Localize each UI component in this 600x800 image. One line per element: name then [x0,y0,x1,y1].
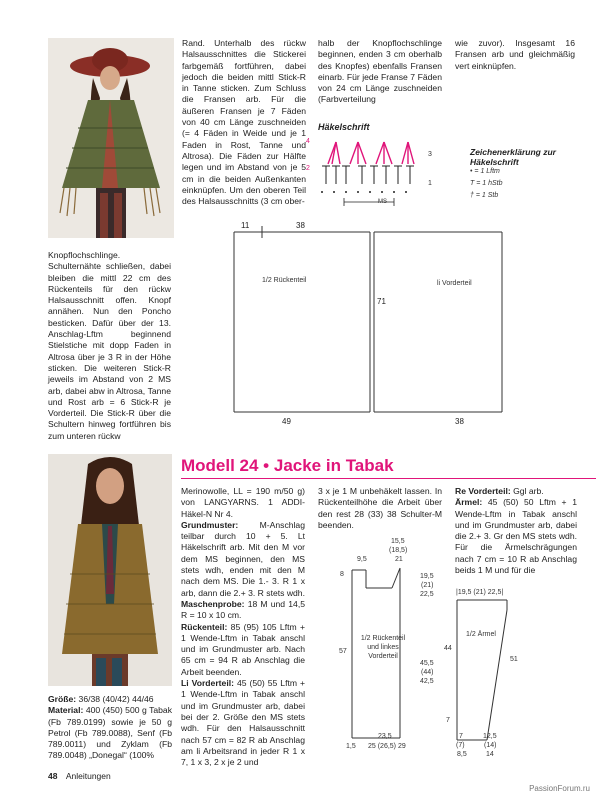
grund-text: M-Anschlag teilbar durch 10 + 5. Lt Häkelschrift arb. Mit den M vor dem MS beginnen, den MS stets wdh, enden mit den M nach dem MS. Die 1.- 3. R 1 x arb, dann die 2.+ 3. R stets wdh. [181,519,305,598]
jd-bot-c: 25 (26,5) 29 [368,743,406,750]
legend-item-stb [470,192,498,199]
size-label: Größe: [48,694,77,704]
jacket-photo-illustration [48,454,172,686]
chart-ms-label: MS [378,199,387,205]
livord-text: 45 (50) 55 Lftm + 1 Wende-Lftm in Tabak anschl und im Grundmuster arb, dabei bei der 2. Größe den MS stets wdh. Für den Halsausschnitt nach 57 cm = 82 R ab Anschlag am li Arbeitsrand in jeder R 1 x 7, 1 x 3, 2 x je 2 und [181,678,305,768]
jd-right-f: 42,5 [420,678,434,685]
material-text: 400 (450) 500 g Tabak (Fb 789.0199) sowie je 50 g Petrol (Fb 789.0088), Senf (Fb 789.0011) und Zyklam (Fb 789.0048) „Donegal“ (100% [48,705,172,761]
jd-right-c: 22,5 [420,591,434,598]
jacket-photo [48,454,172,686]
jd-bot-a: 23,5 [378,733,392,740]
jd-top-a: 15,5 [391,538,405,545]
top-text-col2: halb der Knopflochschlinge beginnen, enden 3 cm oberhalb des Knopfes) ebenfalls Fransen einarb. Für jede Franse 7 Fäden von 24 cm Länge zuschneiden (Farbverteilung [318,38,442,105]
jacket-col2: 3 x je 1 M unbehäkelt lassen. In Rückenteilhöhe die Arbeit über den rest 28 (33) 38 Schulter-M beenden. [318,486,442,530]
page-footer [48,771,111,781]
chart-row-2: 2 [306,165,310,172]
poncho-schematic [222,220,522,430]
legend-lftm-text: = 1 Lftm [474,168,500,175]
sd-bot-a: 7 [459,733,463,740]
jd-label: 1/2 Rückenteil und linkes Vorderteil [360,635,406,660]
grund-label: Grundmuster: [181,519,239,530]
jd-top-c: 21 [395,556,403,563]
livord-label: Li Vorderteil: [181,678,234,689]
watermark: PassionForum.ru [529,784,590,793]
aermel-text: 45 (50) 50 Lftm + 1 Wende-Lftm in Tabak anschl und im Grundmuster arb, dabei die 2.+ 3. Gr den MS stets wdh. Für die Ärmelschrägungen nach 7 cm = 10 R ab Anschlag beids 1 M und für die [455,497,577,576]
aermel-label: Ärmel: [455,497,483,508]
maschen-label: Maschenprobe: [181,598,245,609]
rueck-label: Rückenteil: [181,621,228,632]
jacket-col3 [455,486,577,576]
top-text-col3: wie zuvor). Insgesamt 16 Fransen arb und gleichmäßig vert einknüpfen. [455,38,575,71]
legend-title: Zeichenerklärung zur Häkelschrift [470,147,556,167]
sleeve-schematic [455,590,525,750]
legend-stb-text: = 1 Stb [475,192,499,199]
maschen-text: 18 M und 14,5 R = 10 x 10 cm. [181,598,305,621]
title-underline [181,478,596,479]
top-text-col1: Rand. Unterhalb des rückw Halsausschnittes die Stickerei farbgemäß fortführen, dabei jedoch die beiden mittl Stick-R in Tanne sticken. Zum Schluss die Fransen arb. Für die äußeren Fransen je 7 Fäden von 40 cm Länge zuschneiden (= 4 Fäden in Weide und je 1 Faden in Rost, Tanne und Altrosa). Die Fäden zur Hälfte legen und im Abstand von je 5 cm in die beiden Außenkanten einknüpfen. Um den oberen Teil des Halsausschnitts (3 cm ober- [182,38,306,207]
poncho-bottom-right: 38 [455,417,464,426]
sd-bot-e: (14) [484,742,497,749]
hstb-icon: T [470,180,475,187]
sd-bot-f: 14 [486,751,494,758]
jacket-col1 [181,486,305,768]
jd-right-e: (44) [421,669,434,676]
legend-item-hstb [470,180,503,187]
left-text-col: Knopflochschlinge. Schulternähte schließen, dabei bleiben die mittl 22 cm des Rückenteils für den rückw Halsausschnitt offen. Knopf annähen. Nun den Poncho besticken. Dafür über der 13. Anschlag-Lftm beginnend Stielstiche mit dopp Faden in Altrosa über je 3 R in der Höhe sticken. Die weiteren Stick-R jeweils im Abstand von 2 MS arb, dabei abw in Altrosa, Tanne und Rost arb = 6 Stick-R je Vorderteil. Die Stick-R über die Schultern hinweg fortführen bis zum unteren rückw [48,250,171,441]
material-label: Material: [48,705,84,716]
crochet-chart-title: Häkelschrift [318,122,370,132]
section-label: Anleitungen [65,771,111,781]
crochet-chart [314,134,424,212]
chart-row-4: 4 [306,138,310,145]
jd-left-top: 9,5 [357,556,367,563]
jd-right-d: 45,5 [420,660,434,667]
jacket-left-text [48,694,172,762]
poncho-photo [48,38,174,238]
jd-top-b: (18,5) [389,547,408,554]
poncho-bottom-left: 49 [282,417,291,426]
poncho-height: 71 [377,297,386,306]
legend-item-lftm [470,168,500,175]
sd-label: 1/2 Ärmel [466,631,496,638]
page-number: 48 [48,771,58,781]
jd-right-b: (21) [421,582,434,589]
poncho-back-label: 1/2 Rückenteil [262,277,307,284]
model-title [181,456,596,476]
rueck-text: 85 (95) 105 Lftm + 1 Wende-Lftm in Tabak anschl und im Grundmuster arb. Nach 65 cm = 94 R ab Anschlag die Arbeit beenden. [181,621,305,677]
sd-h7: 7 [446,717,450,724]
lftm-icon: • [470,168,473,175]
revord-text: Ggl arb. [510,486,544,496]
model-title-text: Modell 24 • Jacke in Tabak [181,456,394,475]
sd-h44: 44 [444,645,452,652]
stb-icon: † [470,192,474,199]
poncho-top-left: 11 [241,221,250,230]
sd-bot-d: 12,5 [483,733,497,740]
jd-left-8: 8 [340,571,344,578]
poncho-front-label: li Vorderteil [437,280,472,287]
jd-bot-b: 1,5 [346,743,356,750]
poncho-top-right: 38 [296,221,305,230]
col1-intro: Merinowolle, LL = 190 m/50 g) von LANGYARNS. 1 ADDI-Häkel-N Nr 4. [181,486,305,519]
sd-h51: 51 [510,656,518,663]
poncho-photo-illustration [48,38,174,238]
sd-top: |19,5 (21) 22,5| [456,589,504,596]
size-value: 36/38 (40/42) 44/46 [76,694,154,704]
legend-hstb-text: = 1 hStb [476,180,503,187]
jd-right-a: 19,5 [420,573,434,580]
chart-row-1: 1 [428,180,432,187]
jd-h57: 57 [339,648,347,655]
revord-label: Re Vorderteil: [455,486,511,496]
chart-row-3: 3 [428,151,432,158]
sd-bot-b: (7) [456,742,465,749]
sd-bot-c: 8,5 [457,751,467,758]
